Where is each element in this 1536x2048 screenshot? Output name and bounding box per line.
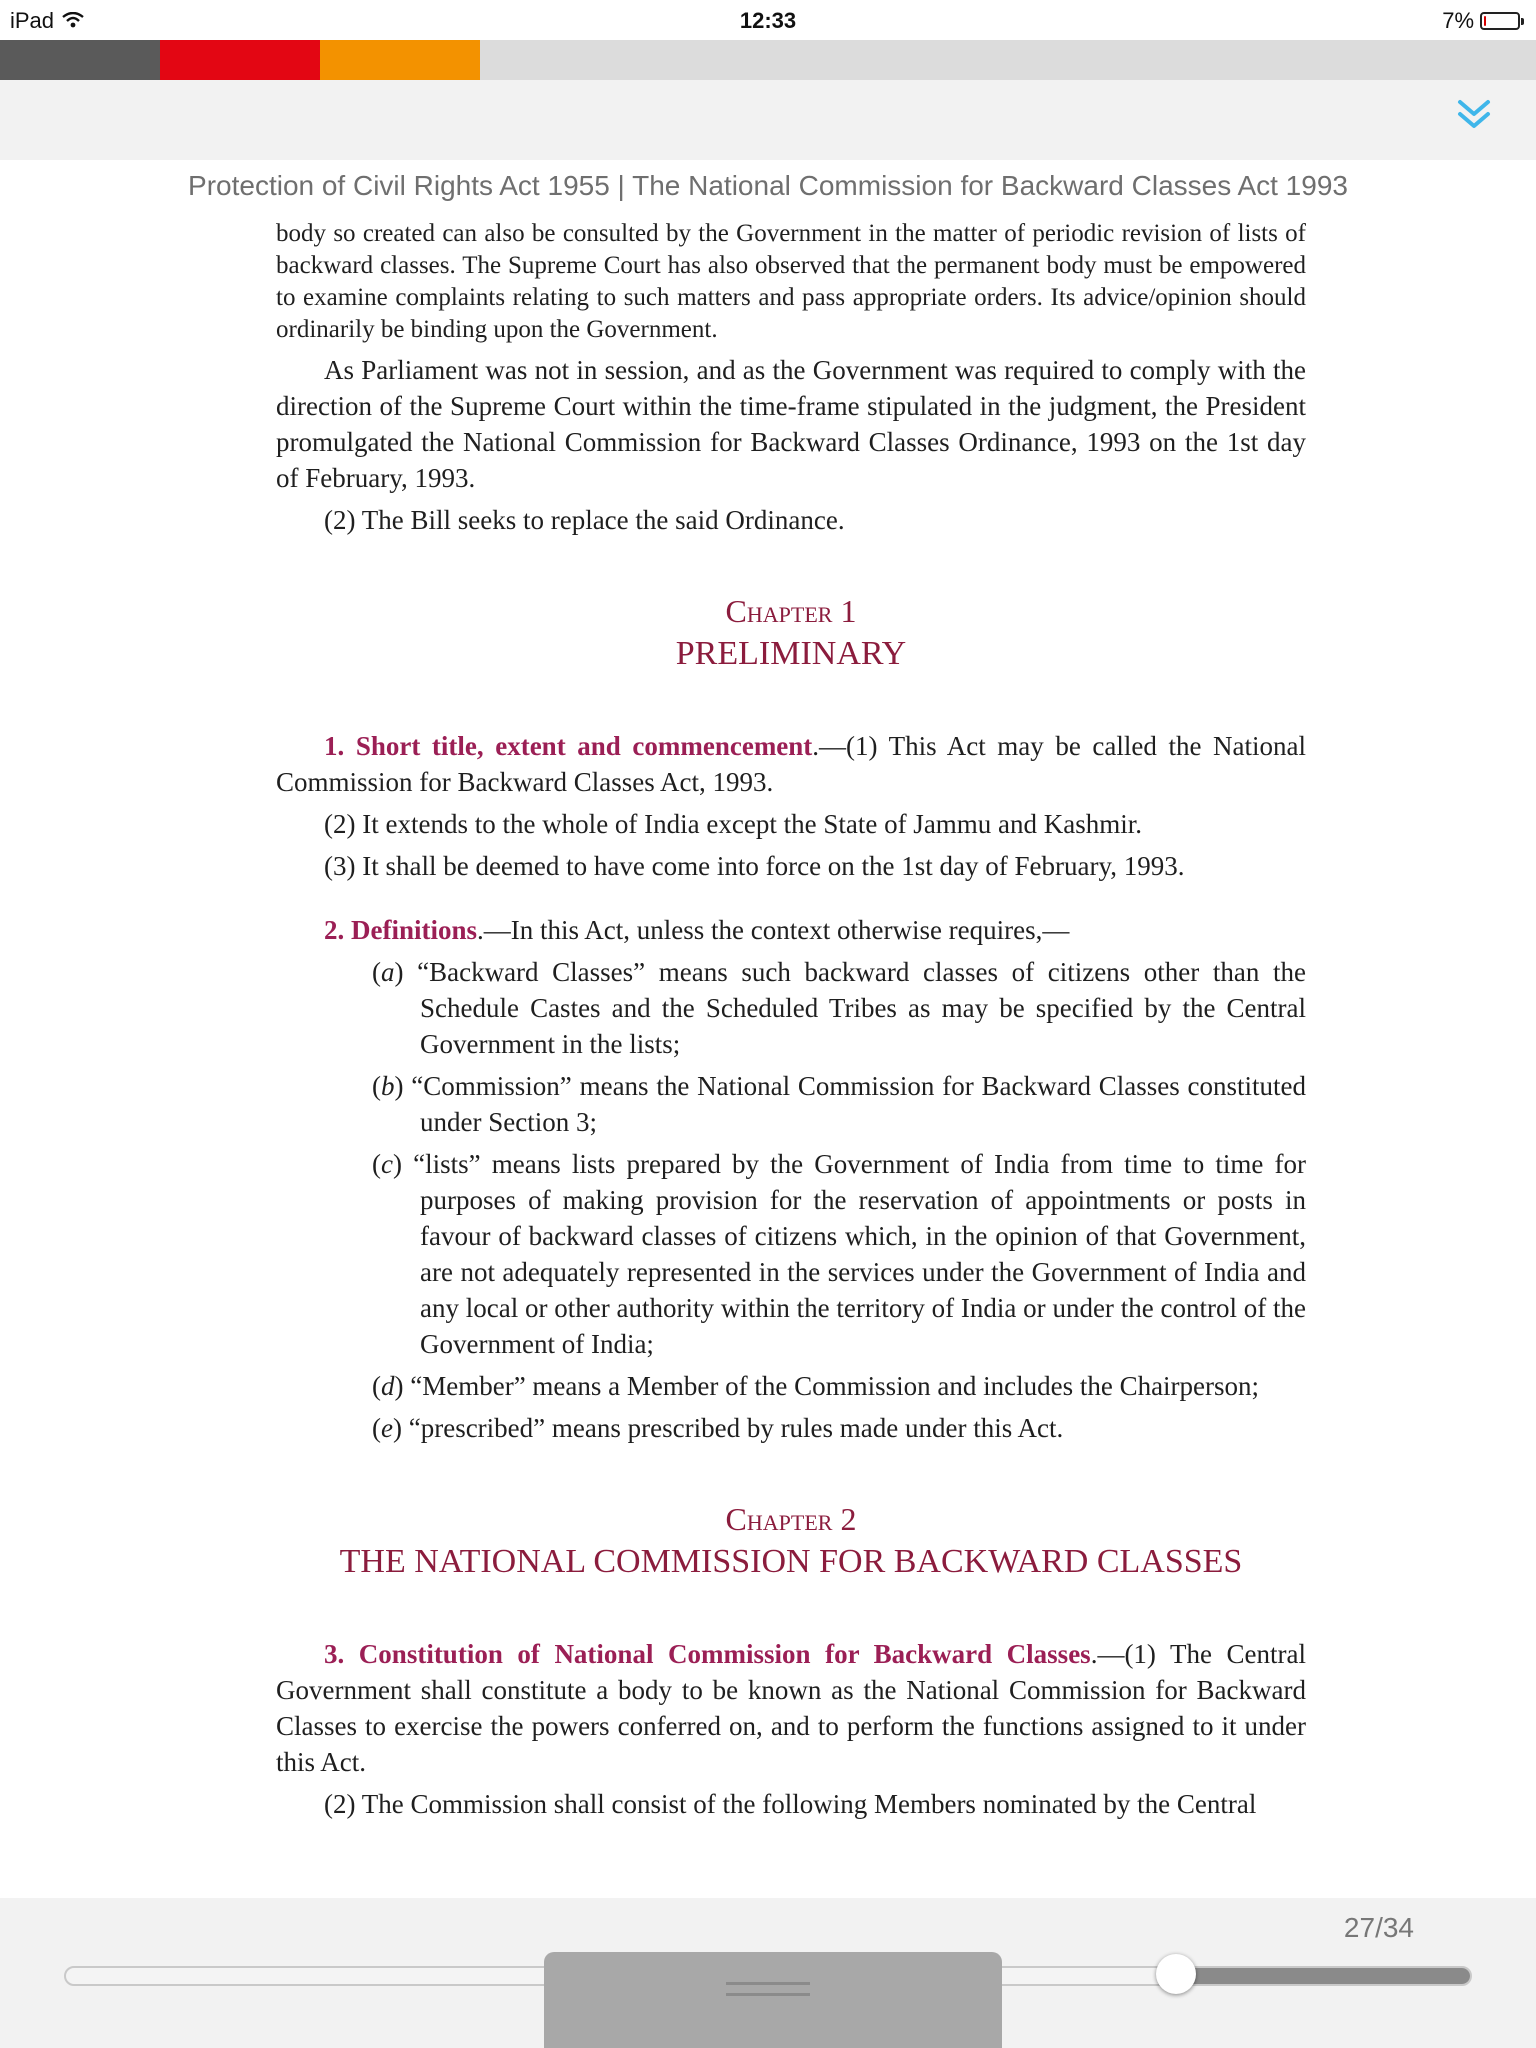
clause-label: c: [381, 1149, 393, 1179]
section-3-title: 3. Constitution of National Commission for Backward Classes: [324, 1639, 1091, 1669]
clause-d: (d) “Member” means a Member of the Commission and includes the Chairperson;: [372, 1371, 1260, 1401]
section-3-text: .—(1) The Central Government shall constitute a body to be known as the National Commission for Backward Classes to exercise the powers conferred on, and to perform the functions assigned to it under this Act.: [276, 1639, 1306, 1777]
chapter-1-heading: [276, 590, 1306, 676]
battery-percent: 7%: [1442, 8, 1474, 33]
section-1-sub-3: (3) It shall be deemed to have come into force on the 1st day of February, 1993.: [324, 851, 1185, 881]
chapter-title: PRELIMINARY: [675, 635, 907, 672]
clause-label: e: [381, 1413, 393, 1443]
section-2-title: 2. Definitions: [324, 915, 478, 945]
section-2: [276, 912, 1306, 948]
chapter-title: THE NATIONAL COMMISSION FOR BACKWARD CLASSES: [339, 1543, 1243, 1580]
section-3: [276, 1636, 1306, 1780]
clause-c: (c) “lists” means lists prepared by the Government of India from time to time for purposes of making provision for the reservation of appointments or posts in favour of backward classes of citizens which, in the opinion of that Government, are not adequately represented in the services under the Government of India and any local or other authority within the territory of India or under the control of the Government of India;: [372, 1149, 1306, 1359]
clause-b: (b) “Commission” means the National Commission for Backward Classes constituted under Section 3;: [372, 1071, 1307, 1137]
clause-label: b: [381, 1071, 395, 1101]
clause-text: “Backward Classes” means such backward classes of citizens other than the Schedule Castes and the Scheduled Tribes as may be specified by the Central Government in the lists;: [417, 957, 1306, 1059]
page-indicator: 27/34: [1343, 1912, 1414, 1943]
toolbar: [0, 80, 1536, 160]
battery-icon: [1480, 12, 1520, 30]
intro-paragraph: As Parliament was not in session, and as the Government was required to comply with the direction of the Supreme Court within the time-frame stipulated in the judgment, the President promulgated the National Commission for Backward Classes Ordinance, 1993 on the 1st day of February, 1993.: [276, 355, 1306, 493]
drawer-handle[interactable]: [544, 1952, 1002, 2048]
document-page: [276, 218, 1306, 1822]
chapter-number: Chapter 2: [725, 1501, 857, 1537]
section-3-sub-2: (2) The Commission shall consist of the following Members nominated by the Central: [324, 1789, 1257, 1819]
color-bar-segment-orange: [320, 40, 480, 80]
color-bar-segment-gray: [0, 40, 160, 80]
page-slider-progress: [1174, 1968, 1470, 1984]
section-1: [276, 728, 1306, 800]
intro-continuation: body so created can also be consulted by the Government in the matter of periodic revision of lists of backward classes. The Supreme Court has also observed that the permanent body must be empowered to examine complaints relating to such matters and pass appropriate orders. Its advice/opinion should ordinarily be binding upon the Government.: [276, 220, 1306, 343]
status-bar: [0, 0, 1536, 40]
section-2-text: .—In this Act, unless the context otherwise requires,—: [477, 915, 1070, 945]
clause-label: d: [381, 1371, 395, 1401]
clock: 12:33: [739, 8, 797, 33]
running-header: Protection of Civil Rights Act 1955 | The National Commission for Backward Classes Act 1993: [188, 170, 1348, 201]
clause-text: “prescribed” means prescribed by rules made under this Act.: [408, 1413, 1064, 1443]
clause-text: “Member” means a Member of the Commission and includes the Chairperson;: [410, 1371, 1260, 1401]
chapter-number: Chapter 1: [725, 593, 857, 629]
double-chevron-down-icon[interactable]: [1452, 92, 1496, 136]
color-bar-segment-red: [160, 40, 320, 80]
intro-subsection-2: (2) The Bill seeks to replace the said Ordinance.: [324, 505, 845, 535]
grip-icon: [726, 1982, 810, 1996]
chapter-2-heading: [276, 1498, 1306, 1584]
clause-text: “lists” means lists prepared by the Government of India from time to time for purposes of making provision for the reservation of appointments or posts in favour of backward classes of citizens which, in the opinion of that Government, are not adequately represented in the services under the Government of India and any local or other authority within the territory of India or under the control of the Government of India;: [413, 1149, 1306, 1359]
clause-label: a: [381, 957, 395, 987]
clause-a: (a) “Backward Classes” means such backward classes of citizens other than the Schedule Castes and the Scheduled Tribes as may be specified by the Central Government in the lists;: [372, 957, 1306, 1059]
color-bar: [0, 40, 1536, 80]
section-1-sub-2: (2) It extends to the whole of India except the State of Jammu and Kashmir.: [324, 809, 1143, 839]
clause-text: “Commission” means the National Commission for Backward Classes constituted under Section 3;: [411, 1071, 1307, 1137]
device-name: iPad: [10, 8, 55, 33]
section-1-text: .—(1) This Act may be called the National Commission for Backward Classes Act, 1993.: [276, 731, 1306, 797]
section-1-title: 1. Short title, extent and commencement: [324, 731, 813, 761]
clause-e: (e) “prescribed” means prescribed by rules made under this Act.: [372, 1413, 1064, 1443]
page-slider-thumb[interactable]: [1156, 1954, 1196, 1994]
